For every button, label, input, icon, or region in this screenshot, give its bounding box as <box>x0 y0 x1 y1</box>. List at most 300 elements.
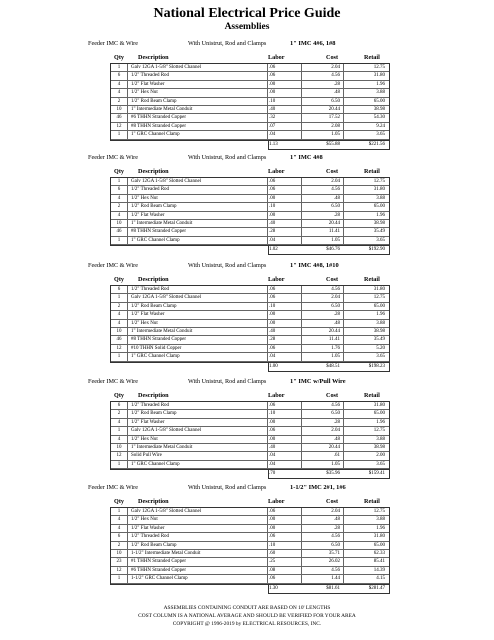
cost-cell: 4.56 <box>331 73 340 79</box>
cost-cell: 4.56 <box>331 534 340 540</box>
retail-cell: 2.00 <box>376 453 385 459</box>
cost-cell: 26.02 <box>328 559 340 565</box>
retail-cell: 65.00 <box>373 411 385 417</box>
footer-line: COST COLUMN IS A NATIONAL AVERAGE AND SHOULD BE VERIFIED FOR YOUR AREA <box>138 613 356 619</box>
table-row <box>111 186 389 194</box>
cost-cell: 1.76 <box>331 345 340 351</box>
table-row <box>111 106 389 114</box>
description-cell: #8 THHN Stranded Copper <box>131 337 187 343</box>
cost-cell: 4.56 <box>331 187 340 193</box>
table-row <box>111 516 389 524</box>
labor-header: Labor <box>268 392 285 399</box>
qty-header: Qty <box>114 54 124 61</box>
table-row <box>111 345 389 353</box>
cost-cell: 2.04 <box>331 509 340 514</box>
labor-cell: .04 <box>269 453 276 459</box>
retail-cell: 12.75 <box>373 295 385 301</box>
cost-cell: .28 <box>333 81 340 87</box>
column-divider <box>301 402 302 469</box>
table-row <box>111 575 389 583</box>
retail-cell: 65.00 <box>373 303 385 309</box>
section-assembly-name: 1-1/2" IMC 2#1, 1#6 <box>290 484 346 491</box>
description-header: Description <box>138 392 169 399</box>
cost-cell: 2.04 <box>331 428 340 434</box>
description-cell: 1" GRC Channel Clamp <box>131 354 180 360</box>
line-items-table <box>110 507 390 585</box>
qty-cell: 10 <box>111 550 128 557</box>
column-divider <box>267 64 268 140</box>
total-cost: $55.88 <box>326 141 340 147</box>
labor-cell: .06 <box>269 179 276 184</box>
line-items-table <box>110 401 390 470</box>
section-totals <box>268 363 390 372</box>
column-divider <box>343 178 344 245</box>
qty-cell: 2 <box>111 410 128 417</box>
labor-cell: .04 <box>269 132 276 138</box>
cost-cell: .28 <box>333 312 340 318</box>
section-header <box>0 376 494 388</box>
labor-cell: .10 <box>269 98 276 104</box>
description-cell: 1/2" Flat Washer <box>131 312 165 318</box>
table-row <box>111 402 389 410</box>
retail-cell: 1.96 <box>376 81 385 87</box>
table-row <box>111 81 389 89</box>
description-cell: 1" Intermediate Metal Conduit <box>131 328 193 334</box>
description-cell: 1/2" Hex Nut <box>131 517 158 523</box>
column-headers <box>0 53 494 63</box>
labor-header: Labor <box>268 168 285 175</box>
section-category: Feeder IMC & Wire <box>88 484 138 491</box>
retail-cell: 1.96 <box>376 312 385 318</box>
section-assembly-name: 1" IMC 4#8 <box>290 154 323 161</box>
cost-cell: 4.56 <box>331 287 340 292</box>
table-row <box>111 64 389 72</box>
labor-cell: .00 <box>269 81 276 87</box>
qty-cell: 4 <box>111 320 128 327</box>
retail-cell: 65.00 <box>373 98 385 104</box>
retail-cell: 12.75 <box>373 509 385 514</box>
qty-cell: 10 <box>111 220 128 227</box>
labor-cell: .28 <box>269 337 276 343</box>
cost-header: Cost <box>326 498 339 505</box>
description-cell: Galv 12GA 1-5/8" Slotted Channel <box>131 65 202 70</box>
qty-cell: 46 <box>111 114 128 121</box>
retail-cell: 5.20 <box>376 345 385 351</box>
table-row <box>111 461 389 469</box>
total-retail: $159.41 <box>368 471 385 477</box>
cost-cell: 2.08 <box>331 123 340 129</box>
description-cell: Galv 12GA 1-5/8" Slotted Channel <box>131 295 202 301</box>
retail-cell: 12.75 <box>373 428 385 434</box>
labor-cell: .04 <box>269 354 276 360</box>
labor-cell: .06 <box>269 287 276 292</box>
total-cost: $46.76 <box>326 247 340 253</box>
table-row <box>111 203 389 211</box>
labor-header: Labor <box>268 276 285 283</box>
footer-line: COPYRIGHT @ 1996-2019 by ELECTRICAL RESOURCES, INC. <box>172 621 322 627</box>
qty-header: Qty <box>114 276 124 283</box>
total-labor: .70 <box>269 471 276 477</box>
line-items-table <box>110 63 390 141</box>
labor-cell: .00 <box>269 195 276 201</box>
qty-cell: 10 <box>111 444 128 451</box>
description-cell: 1-1/2" GRC Channel Clamp <box>131 576 188 582</box>
assembly-section <box>0 376 494 479</box>
qty-cell: 1 <box>111 131 128 138</box>
qty-cell: 4 <box>111 89 128 96</box>
table-row <box>111 123 389 131</box>
table-row <box>111 550 389 558</box>
cost-cell: .48 <box>333 90 340 96</box>
total-cost: $81.61 <box>326 585 340 591</box>
labor-cell: .32 <box>269 115 276 121</box>
retail-cell: 38.98 <box>373 444 385 450</box>
section-mounting: With Unistrut, Rod and Clamps <box>188 40 267 47</box>
labor-cell: .08 <box>269 567 276 573</box>
table-row <box>111 237 389 245</box>
labor-cell: .00 <box>269 320 276 326</box>
cost-cell: 20.44 <box>328 444 340 450</box>
qty-cell: 4 <box>111 81 128 88</box>
labor-cell: .00 <box>269 419 276 425</box>
labor-cell: .40 <box>269 220 276 226</box>
labor-cell: .10 <box>269 411 276 417</box>
qty-cell: 4 <box>111 419 128 426</box>
qty-cell: 1 <box>111 353 128 360</box>
page-subtitle: Assemblies <box>224 22 270 32</box>
description-header: Description <box>138 276 169 283</box>
description-cell: Galv 12GA 1-5/8" Slotted Channel <box>131 179 202 184</box>
description-cell: 1" GRC Channel Clamp <box>131 237 180 243</box>
cost-cell: 6.50 <box>331 303 340 309</box>
qty-cell: 6 <box>111 72 128 79</box>
labor-cell: .40 <box>269 328 276 334</box>
qty-cell: 4 <box>111 212 128 219</box>
assembly-section <box>0 260 494 372</box>
section-category: Feeder IMC & Wire <box>88 154 138 161</box>
qty-cell: 2 <box>111 542 128 549</box>
qty-cell: 1 <box>111 575 128 582</box>
labor-cell: .06 <box>269 403 276 408</box>
description-cell: 1" Intermediate Metal Conduit <box>131 106 193 112</box>
table-row <box>111 89 389 97</box>
footer-notes <box>0 604 494 628</box>
labor-cell: .06 <box>269 345 276 351</box>
section-totals <box>268 246 390 255</box>
description-cell: #8 THHN Stranded Copper <box>131 229 187 235</box>
table-row <box>111 436 389 444</box>
labor-cell: .28 <box>269 229 276 235</box>
assembly-section <box>0 152 494 255</box>
qty-cell: 4 <box>111 195 128 202</box>
retail-cell: 38.98 <box>373 328 385 334</box>
column-headers <box>0 167 494 177</box>
retail-header: Retail <box>364 276 380 283</box>
column-headers <box>0 497 494 507</box>
retail-cell: 31.80 <box>373 403 385 408</box>
column-divider <box>343 402 344 469</box>
total-cost: $48.51 <box>326 363 340 369</box>
description-cell: #6 THHN Stranded Copper <box>131 115 187 121</box>
section-assembly-name: 1" IMC w/Pull Wire <box>290 378 346 385</box>
table-row <box>111 228 389 236</box>
retail-cell: 31.80 <box>373 187 385 193</box>
retail-cell: 62.33 <box>373 550 385 556</box>
assembly-section <box>0 38 494 150</box>
column-divider <box>343 286 344 362</box>
cost-header: Cost <box>326 54 339 61</box>
labor-cell: .07 <box>269 123 276 129</box>
table-row <box>111 353 389 361</box>
cost-cell: .61 <box>333 453 340 459</box>
section-mounting: With Unistrut, Rod and Clamps <box>188 378 267 385</box>
qty-cell: 23 <box>111 558 128 565</box>
description-cell: #8 THHN Stranded Copper <box>131 123 187 129</box>
labor-cell: .00 <box>269 312 276 318</box>
cost-cell: 11.41 <box>328 337 340 343</box>
cost-cell: .28 <box>333 419 340 425</box>
qty-cell: 10 <box>111 106 128 113</box>
description-cell: 1/2" Threaded Rod <box>131 73 170 79</box>
qty-cell: 1 <box>111 427 128 434</box>
section-category: Feeder IMC & Wire <box>88 40 138 47</box>
total-retail: $198.23 <box>368 363 385 369</box>
description-cell: #10 THHN Solid Copper <box>131 345 182 351</box>
qty-cell: 1 <box>111 64 128 71</box>
total-retail: $192.90 <box>368 247 385 253</box>
description-header: Description <box>138 54 169 61</box>
section-mounting: With Unistrut, Rod and Clamps <box>188 154 267 161</box>
table-row <box>111 178 389 186</box>
labor-cell: .10 <box>269 204 276 210</box>
table-row <box>111 542 389 550</box>
labor-cell: .06 <box>269 428 276 434</box>
description-cell: 1/2" Hex Nut <box>131 195 158 201</box>
retail-cell: 31.80 <box>373 73 385 79</box>
retail-cell: 3.65 <box>376 354 385 360</box>
cost-cell: 20.44 <box>328 328 340 334</box>
qty-cell: 6 <box>111 286 128 293</box>
table-row <box>111 212 389 220</box>
cost-cell: .28 <box>333 212 340 218</box>
labor-cell: .06 <box>269 65 276 70</box>
retail-cell: 38.98 <box>373 106 385 112</box>
qty-cell: 6 <box>111 402 128 409</box>
cost-cell: 1.05 <box>331 237 340 243</box>
description-cell: Solid Pull Wire <box>131 453 162 459</box>
retail-cell: 1.96 <box>376 419 385 425</box>
description-cell: 1" Intermediate Metal Conduit <box>131 220 193 226</box>
qty-header: Qty <box>114 392 124 399</box>
table-row <box>111 328 389 336</box>
table-row <box>111 286 389 294</box>
qty-cell: 4 <box>111 436 128 443</box>
description-cell: 1/2" Threaded Rod <box>131 403 170 408</box>
qty-cell: 6 <box>111 186 128 193</box>
table-row <box>111 114 389 122</box>
description-cell: 1/2" Rod Beam Clamp <box>131 303 177 309</box>
total-labor: 1.02 <box>269 247 278 253</box>
retail-cell: 1.96 <box>376 212 385 218</box>
total-retail: $221.56 <box>368 141 385 147</box>
cost-cell: 2.04 <box>331 179 340 184</box>
description-cell: 1/2" Threaded Rod <box>131 534 170 540</box>
section-assembly-name: 1" IMC 4#8, 1#10 <box>290 262 339 269</box>
description-cell: 1/2" Threaded Rod <box>131 287 170 292</box>
qty-cell: 2 <box>111 303 128 310</box>
qty-cell: 2 <box>111 98 128 105</box>
section-header <box>0 482 494 494</box>
retail-cell: 54.30 <box>373 115 385 121</box>
column-headers <box>0 275 494 285</box>
table-row <box>111 72 389 80</box>
section-mounting: With Unistrut, Rod and Clamps <box>188 484 267 491</box>
section-header <box>0 38 494 50</box>
section-assembly-name: 1" IMC 4#6, 1#8 <box>290 40 336 47</box>
description-header: Description <box>138 498 169 505</box>
retail-cell: 12.75 <box>373 65 385 70</box>
total-labor: 1.00 <box>269 363 278 369</box>
description-cell: 1/2" Flat Washer <box>131 525 165 531</box>
retail-cell: 3.65 <box>376 237 385 243</box>
labor-cell: .06 <box>269 534 276 540</box>
retail-cell: 35.49 <box>373 337 385 343</box>
qty-cell: 12 <box>111 123 128 130</box>
description-cell: 1/2" Rod Beam Clamp <box>131 411 177 417</box>
cost-cell: .28 <box>333 525 340 531</box>
total-labor: 1.30 <box>269 585 278 591</box>
column-divider <box>343 64 344 140</box>
table-row <box>111 311 389 319</box>
labor-cell: .10 <box>269 303 276 309</box>
retail-cell: 9.24 <box>376 123 385 129</box>
cost-cell: .48 <box>333 436 340 442</box>
retail-header: Retail <box>364 168 380 175</box>
line-items-table <box>110 177 390 246</box>
column-divider <box>343 508 344 584</box>
column-divider <box>267 286 268 362</box>
labor-cell: .04 <box>269 461 276 467</box>
description-cell: 1/2" Hex Nut <box>131 436 158 442</box>
qty-cell: 1 <box>111 508 128 515</box>
labor-cell: .06 <box>269 295 276 301</box>
line-items-table <box>110 285 390 363</box>
labor-header: Labor <box>268 498 285 505</box>
retail-cell: 31.80 <box>373 534 385 540</box>
qty-cell: 1 <box>111 461 128 468</box>
qty-header: Qty <box>114 498 124 505</box>
cost-header: Cost <box>326 392 339 399</box>
column-divider <box>267 178 268 245</box>
description-cell: Galv 12GA 1-5/8" Slotted Channel <box>131 428 202 434</box>
cost-cell: .48 <box>333 517 340 523</box>
table-row <box>111 558 389 566</box>
cost-cell: 2.04 <box>331 65 340 70</box>
table-row <box>111 567 389 575</box>
total-retail: $281.47 <box>368 585 385 591</box>
retail-cell: 65.00 <box>373 542 385 548</box>
table-row <box>111 320 389 328</box>
table-row <box>111 294 389 302</box>
total-labor: 1.13 <box>269 141 278 147</box>
description-cell: 1/2" Flat Washer <box>131 419 165 425</box>
labor-cell: .40 <box>269 106 276 112</box>
labor-cell: .10 <box>269 542 276 548</box>
description-cell: #6 THHN Stranded Copper <box>131 567 187 573</box>
table-row <box>111 525 389 533</box>
qty-cell: 1 <box>111 294 128 301</box>
qty-cell: 12 <box>111 345 128 352</box>
retail-cell: 35.49 <box>373 229 385 235</box>
retail-header: Retail <box>364 392 380 399</box>
cost-header: Cost <box>326 276 339 283</box>
page-title: National Electrical Price Guide <box>153 6 341 21</box>
table-row <box>111 452 389 460</box>
qty-cell: 4 <box>111 516 128 523</box>
section-mounting: With Unistrut, Rod and Clamps <box>188 262 267 269</box>
column-headers <box>0 391 494 401</box>
retail-cell: 3.88 <box>376 436 385 442</box>
cost-cell: .48 <box>333 320 340 326</box>
table-row <box>111 508 389 516</box>
cost-cell: 4.56 <box>331 567 340 573</box>
cost-cell: 6.50 <box>331 542 340 548</box>
table-row <box>111 444 389 452</box>
description-cell: 1" Intermediate Metal Conduit <box>131 444 193 450</box>
table-row <box>111 195 389 203</box>
description-cell: 1/2" Flat Washer <box>131 212 165 218</box>
description-cell: 1/2" Hex Nut <box>131 320 158 326</box>
description-cell: 1/2" Threaded Rod <box>131 187 170 193</box>
description-cell: #1 THHN Stranded Copper <box>131 559 187 565</box>
labor-cell: .00 <box>269 517 276 523</box>
description-cell: 1/2" Rod Beam Clamp <box>131 204 177 210</box>
cost-cell: 2.04 <box>331 295 340 301</box>
column-divider <box>301 64 302 140</box>
cost-cell: .48 <box>333 195 340 201</box>
retail-header: Retail <box>364 54 380 61</box>
table-row <box>111 533 389 541</box>
section-header <box>0 152 494 164</box>
qty-cell: 6 <box>111 533 128 540</box>
description-cell: 1-1/2" Intermediate Metal Conduit <box>131 550 201 556</box>
table-row <box>111 427 389 435</box>
retail-cell: 85.41 <box>373 559 385 565</box>
cost-cell: 20.44 <box>328 220 340 226</box>
cost-cell: 20.44 <box>328 106 340 112</box>
column-divider <box>301 286 302 362</box>
qty-cell: 4 <box>111 525 128 532</box>
labor-cell: .00 <box>269 90 276 96</box>
table-row <box>111 410 389 418</box>
cost-cell: 6.50 <box>331 204 340 210</box>
total-cost: $35.96 <box>326 471 340 477</box>
labor-header: Labor <box>268 54 285 61</box>
section-header <box>0 260 494 272</box>
retail-cell: 3.88 <box>376 195 385 201</box>
description-cell: 1/2" Flat Washer <box>131 81 165 87</box>
labor-cell: .40 <box>269 444 276 450</box>
column-divider <box>301 178 302 245</box>
description-cell: 1/2" Hex Nut <box>131 90 158 96</box>
retail-cell: 3.88 <box>376 320 385 326</box>
qty-cell: 2 <box>111 203 128 210</box>
cost-cell: 6.50 <box>331 98 340 104</box>
cost-cell: 1.44 <box>331 576 340 582</box>
retail-cell: 3.65 <box>376 461 385 467</box>
table-row <box>111 220 389 228</box>
labor-cell: .25 <box>269 559 276 565</box>
